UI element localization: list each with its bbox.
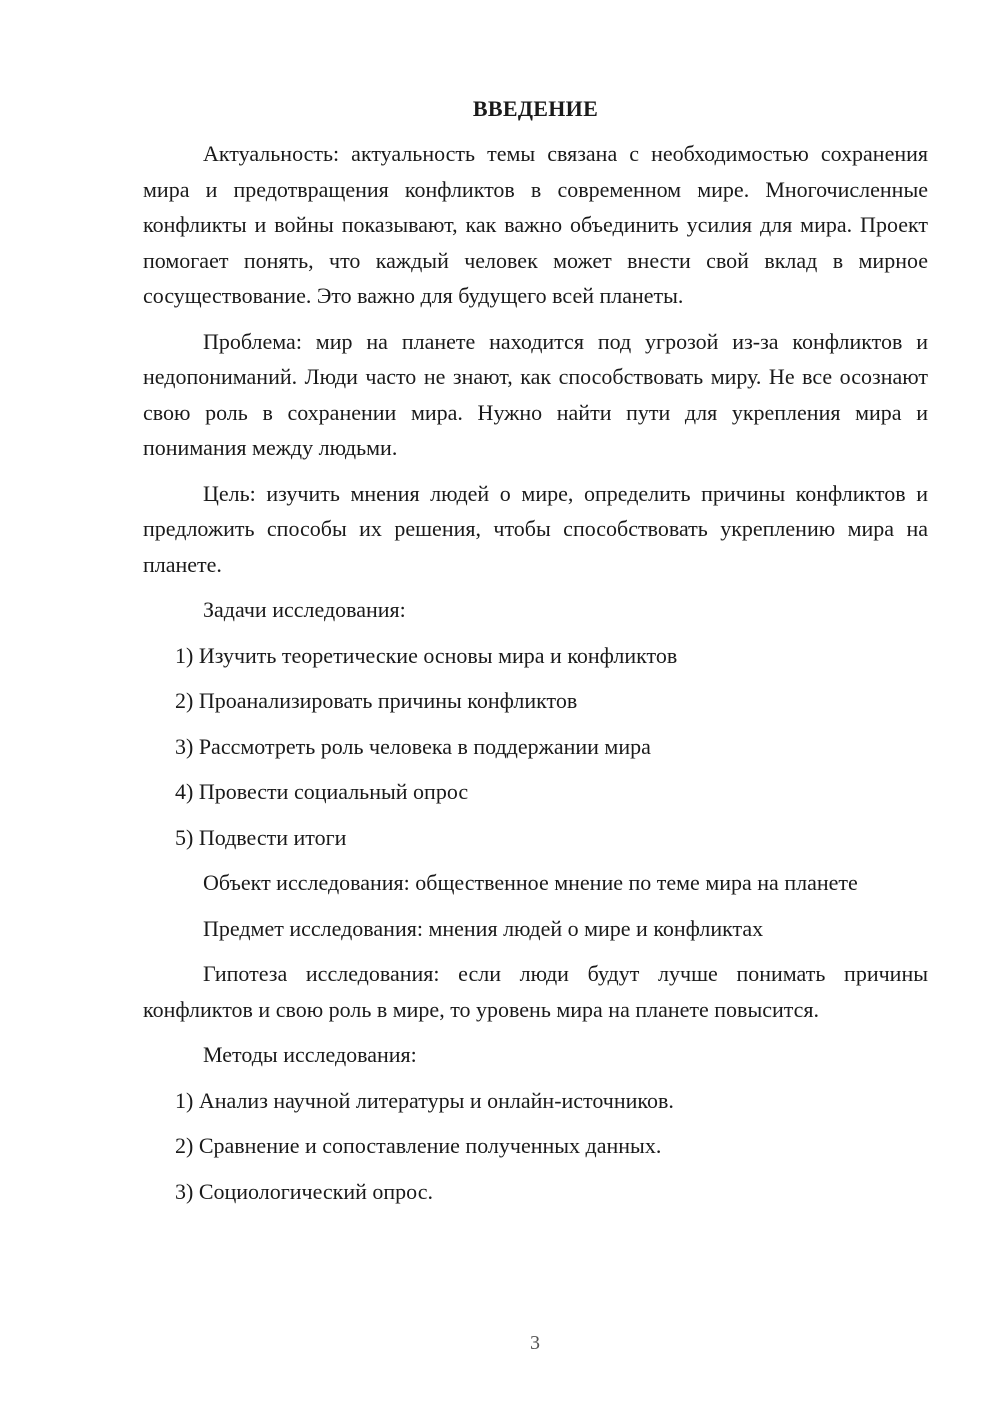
methods-list (143, 1083, 928, 1210)
task-item: 1) Изучить теоретические основы мира и конфликтов (175, 642, 678, 668)
tasks-label: Задачи исследования: (203, 597, 406, 622)
document-page (143, 92, 928, 1219)
methods-label: Методы исследования: (203, 1042, 417, 1067)
tasks-list (143, 638, 928, 856)
object-paragraph: Объект исследования: общественное мнение по теме мира на планете (203, 870, 858, 895)
page-number: 3 (530, 1332, 540, 1354)
task-item: 5) Подвести итоги (175, 824, 347, 850)
task-item: 4) Провести социальный опрос (175, 779, 469, 804)
section-title: ВВЕДЕНИЕ (472, 96, 599, 121)
problem-paragraph: Проблема: мир на планете находится под угрозой из-за конфликтов и недопониманий. Люди часто не знают, как способствовать миру. Не все осознают свою роль в сохранении мира. Нужно найти пути для укрепления мира и понимания между людьми. (143, 328, 928, 460)
method-item: 1) Анализ научной литературы и онлайн-источников. (175, 1087, 674, 1113)
task-item: 2) Проанализировать причины конфликтов (175, 688, 578, 713)
task-item: 3) Рассмотреть роль человека в поддержании мира (175, 733, 651, 759)
goal-paragraph: Цель: изучить мнения людей о мире, определить причины конфликтов и предложить способы их решения, чтобы способствовать укреплению мира на планете. (143, 480, 928, 577)
hypothesis-paragraph: Гипотеза исследования: если люди будут лучше понимать причины конфликтов и свою роль в мире, то уровень мира на планете повысится. (143, 961, 928, 1022)
relevance-paragraph: Актуальность: актуальность темы связана с необходимостью сохранения мира и предотвращения конфликтов в современном мире. Многочисленные конфликты и войны показывают, как важно объединить усилия для мира. Проект помогает понять, что каждый человек может внести свой вклад в мирное сосуществование. Это важно для будущего всей планеты. (143, 141, 928, 308)
method-item: 2) Сравнение и сопоставление полученных данных. (175, 1133, 662, 1158)
subject-paragraph: Предмет исследования: мнения людей о мире и конфликтах (203, 915, 764, 941)
method-item: 3) Социологический опрос. (175, 1178, 433, 1204)
